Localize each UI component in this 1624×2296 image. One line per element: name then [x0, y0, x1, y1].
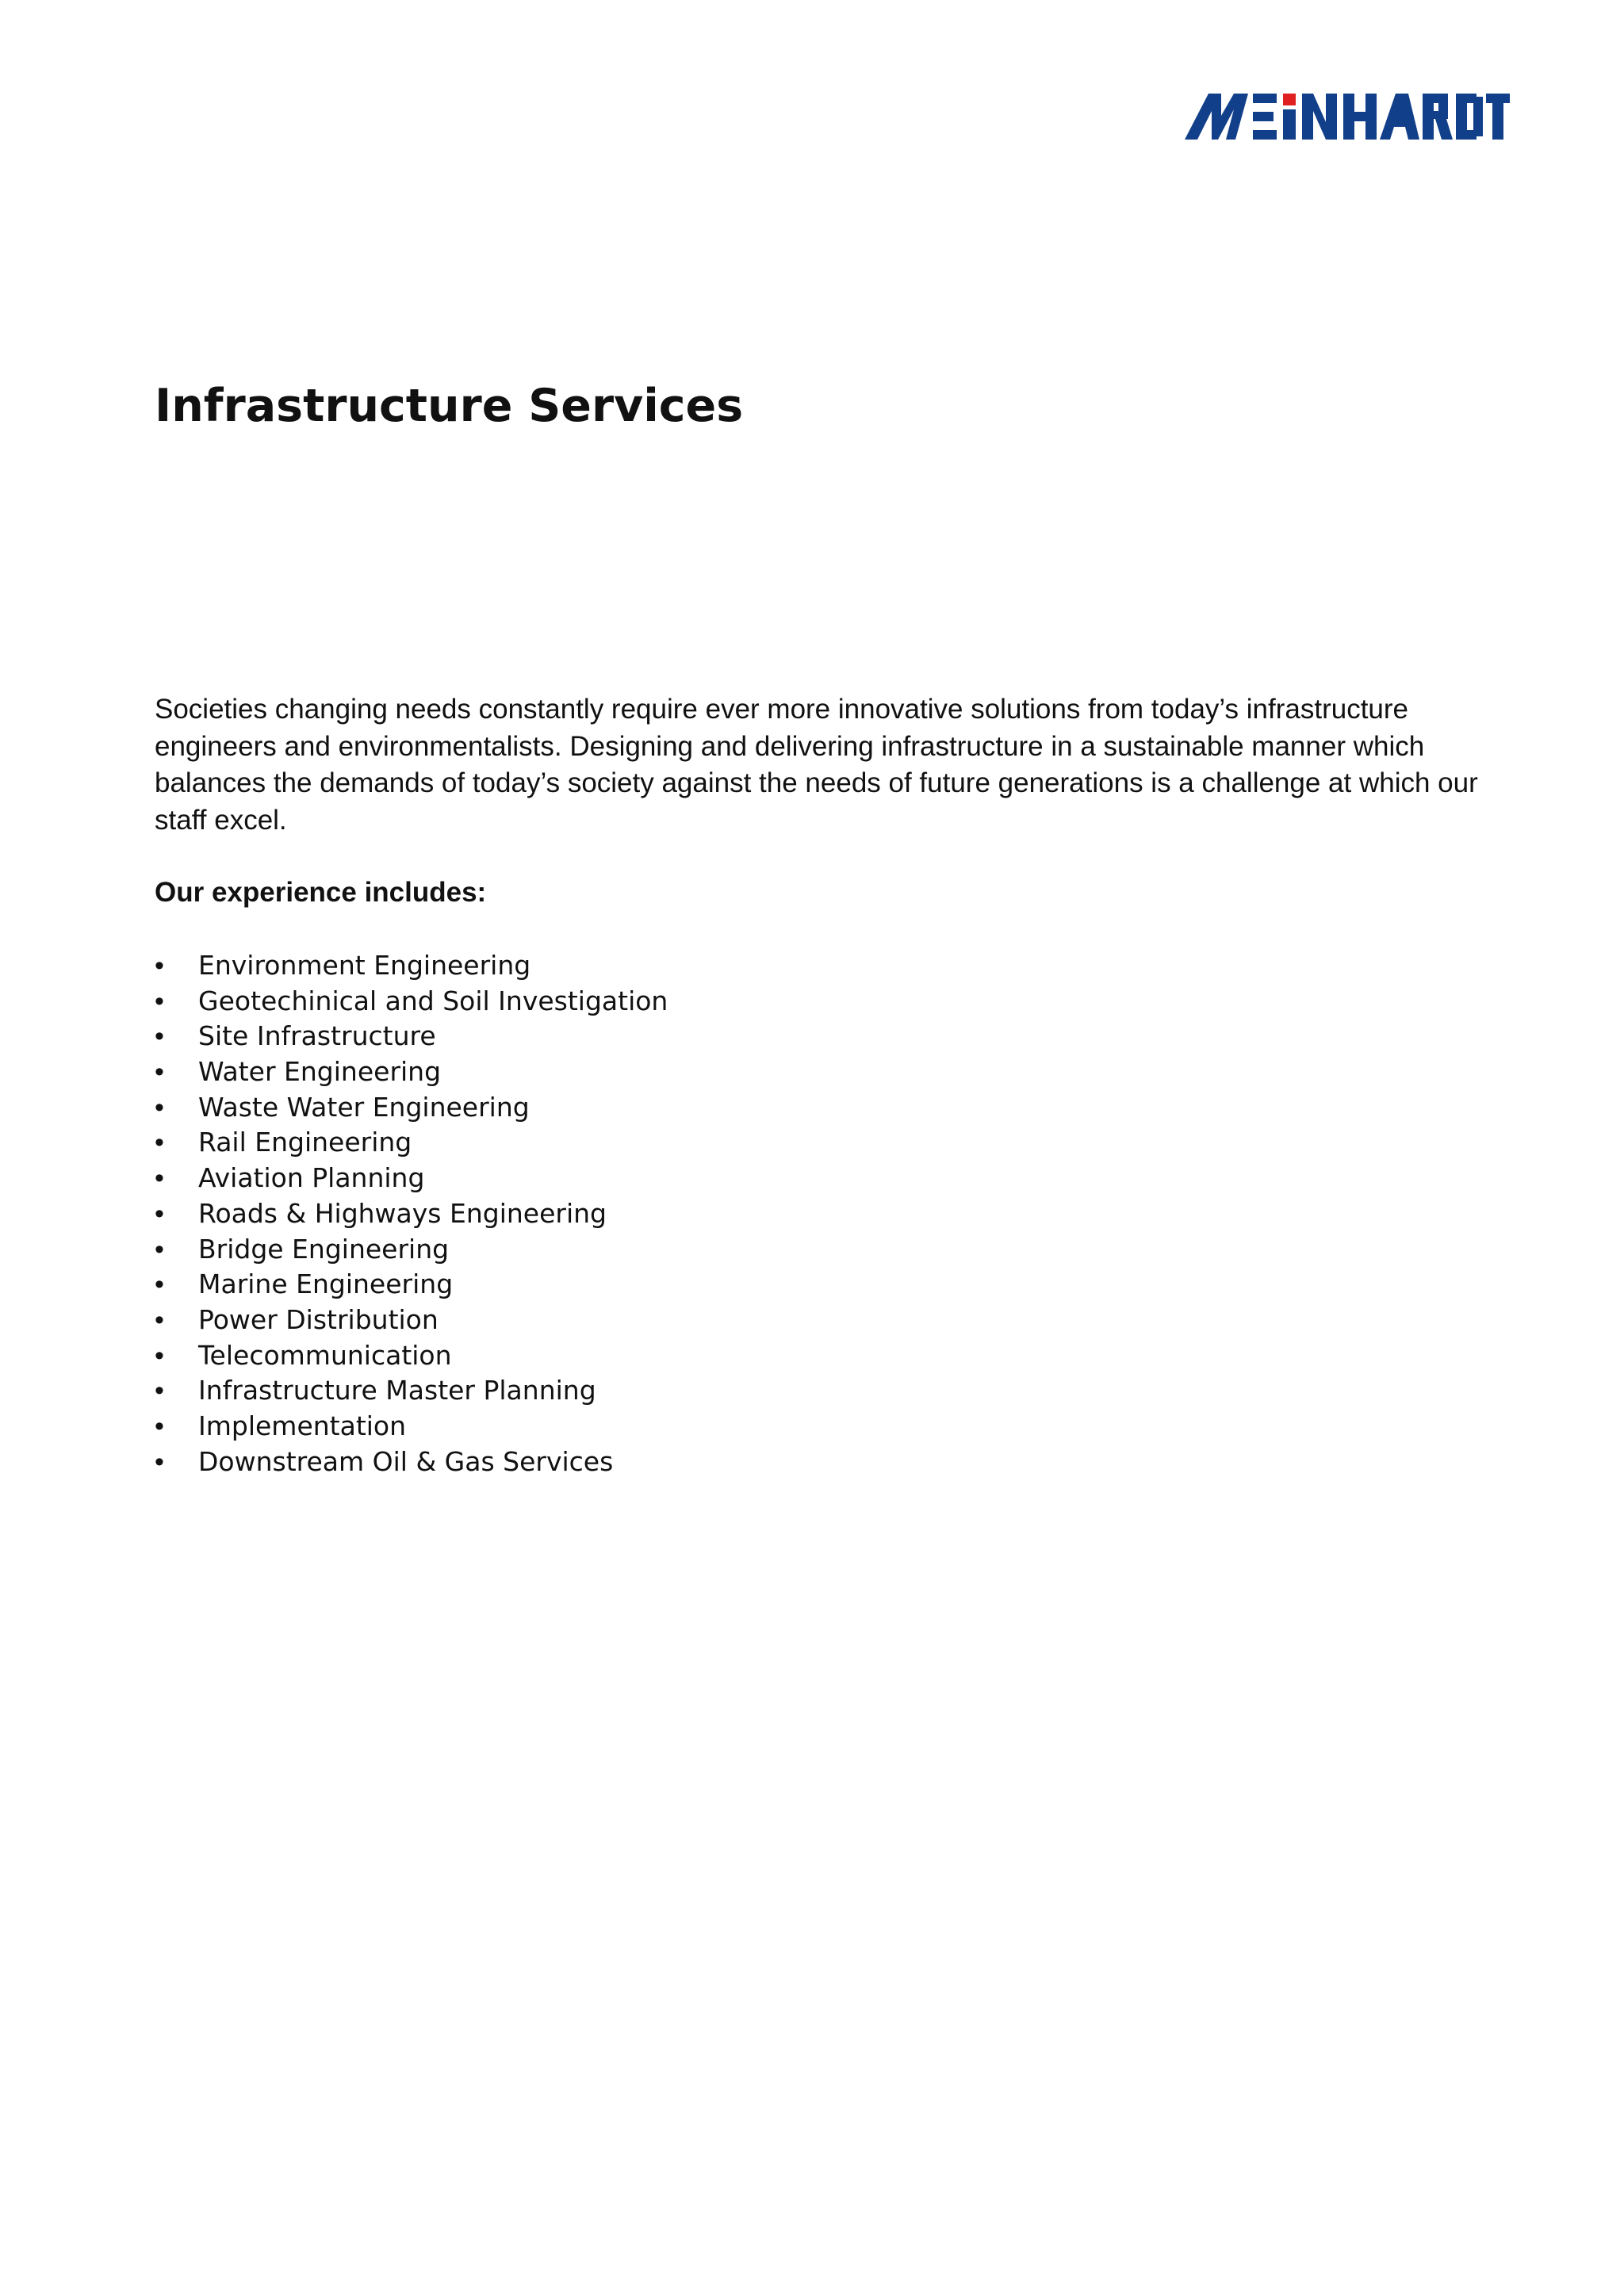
list-item-label: Geotechinical and Soil Investigation: [198, 985, 668, 1016]
list-item-label: Roads & Highways Engineering: [198, 1197, 607, 1229]
bullet-icon: •: [155, 985, 164, 1016]
bullet-icon: •: [155, 1269, 164, 1300]
bullet-icon: •: [155, 1340, 164, 1371]
list-item-label: Implementation: [198, 1410, 407, 1441]
list-item-label: Aviation Planning: [198, 1162, 425, 1194]
meinhardt-logo: [1185, 89, 1510, 144]
list-item-label: Waste Water Engineering: [198, 1091, 530, 1123]
bullet-icon: •: [155, 1376, 164, 1406]
list-item-label: Telecommunication: [198, 1339, 452, 1371]
bullet-icon: •: [155, 1304, 164, 1335]
bullet-icon: •: [155, 1021, 164, 1052]
list-item-label: Power Distribution: [198, 1303, 439, 1335]
bullet-icon: •: [155, 1127, 164, 1158]
bullet-icon: •: [155, 1057, 164, 1088]
bullet-icon: •: [155, 1446, 164, 1477]
list-item-label: Site Infrastructure: [198, 1020, 436, 1052]
list-item-label: Rail Engineering: [198, 1127, 412, 1158]
meinhardt-logo-mark: [1185, 89, 1510, 144]
bullet-icon: •: [155, 1234, 164, 1265]
bullet-icon: •: [155, 1092, 164, 1123]
list-item-label: Downstream Oil & Gas Services: [198, 1445, 614, 1477]
list-item-label: Bridge Engineering: [198, 1233, 450, 1265]
page-title: Infrastructure Services: [155, 380, 744, 432]
intro-paragraph: Societies changing needs constantly require ever more innovative solutions from today’s infrastructure engineers and environmentalists. Designing and delivering infrastructure in a sustainable manner which balances the demands of today’s society against the needs of future generations is a challenge at which our staff excel.: [155, 694, 1478, 836]
list-item-label: Marine Engineering: [198, 1269, 454, 1300]
list-item-label: Infrastructure Master Planning: [198, 1375, 596, 1406]
list-item-label: Water Engineering: [198, 1056, 442, 1088]
list-item-label: Environment Engineering: [198, 950, 531, 981]
bullet-icon: •: [155, 1410, 164, 1441]
bullet-icon: •: [155, 951, 164, 981]
experience-heading: Our experience includes:: [155, 877, 487, 908]
bullet-icon: •: [155, 1198, 164, 1229]
bullet-icon: •: [155, 1163, 164, 1194]
